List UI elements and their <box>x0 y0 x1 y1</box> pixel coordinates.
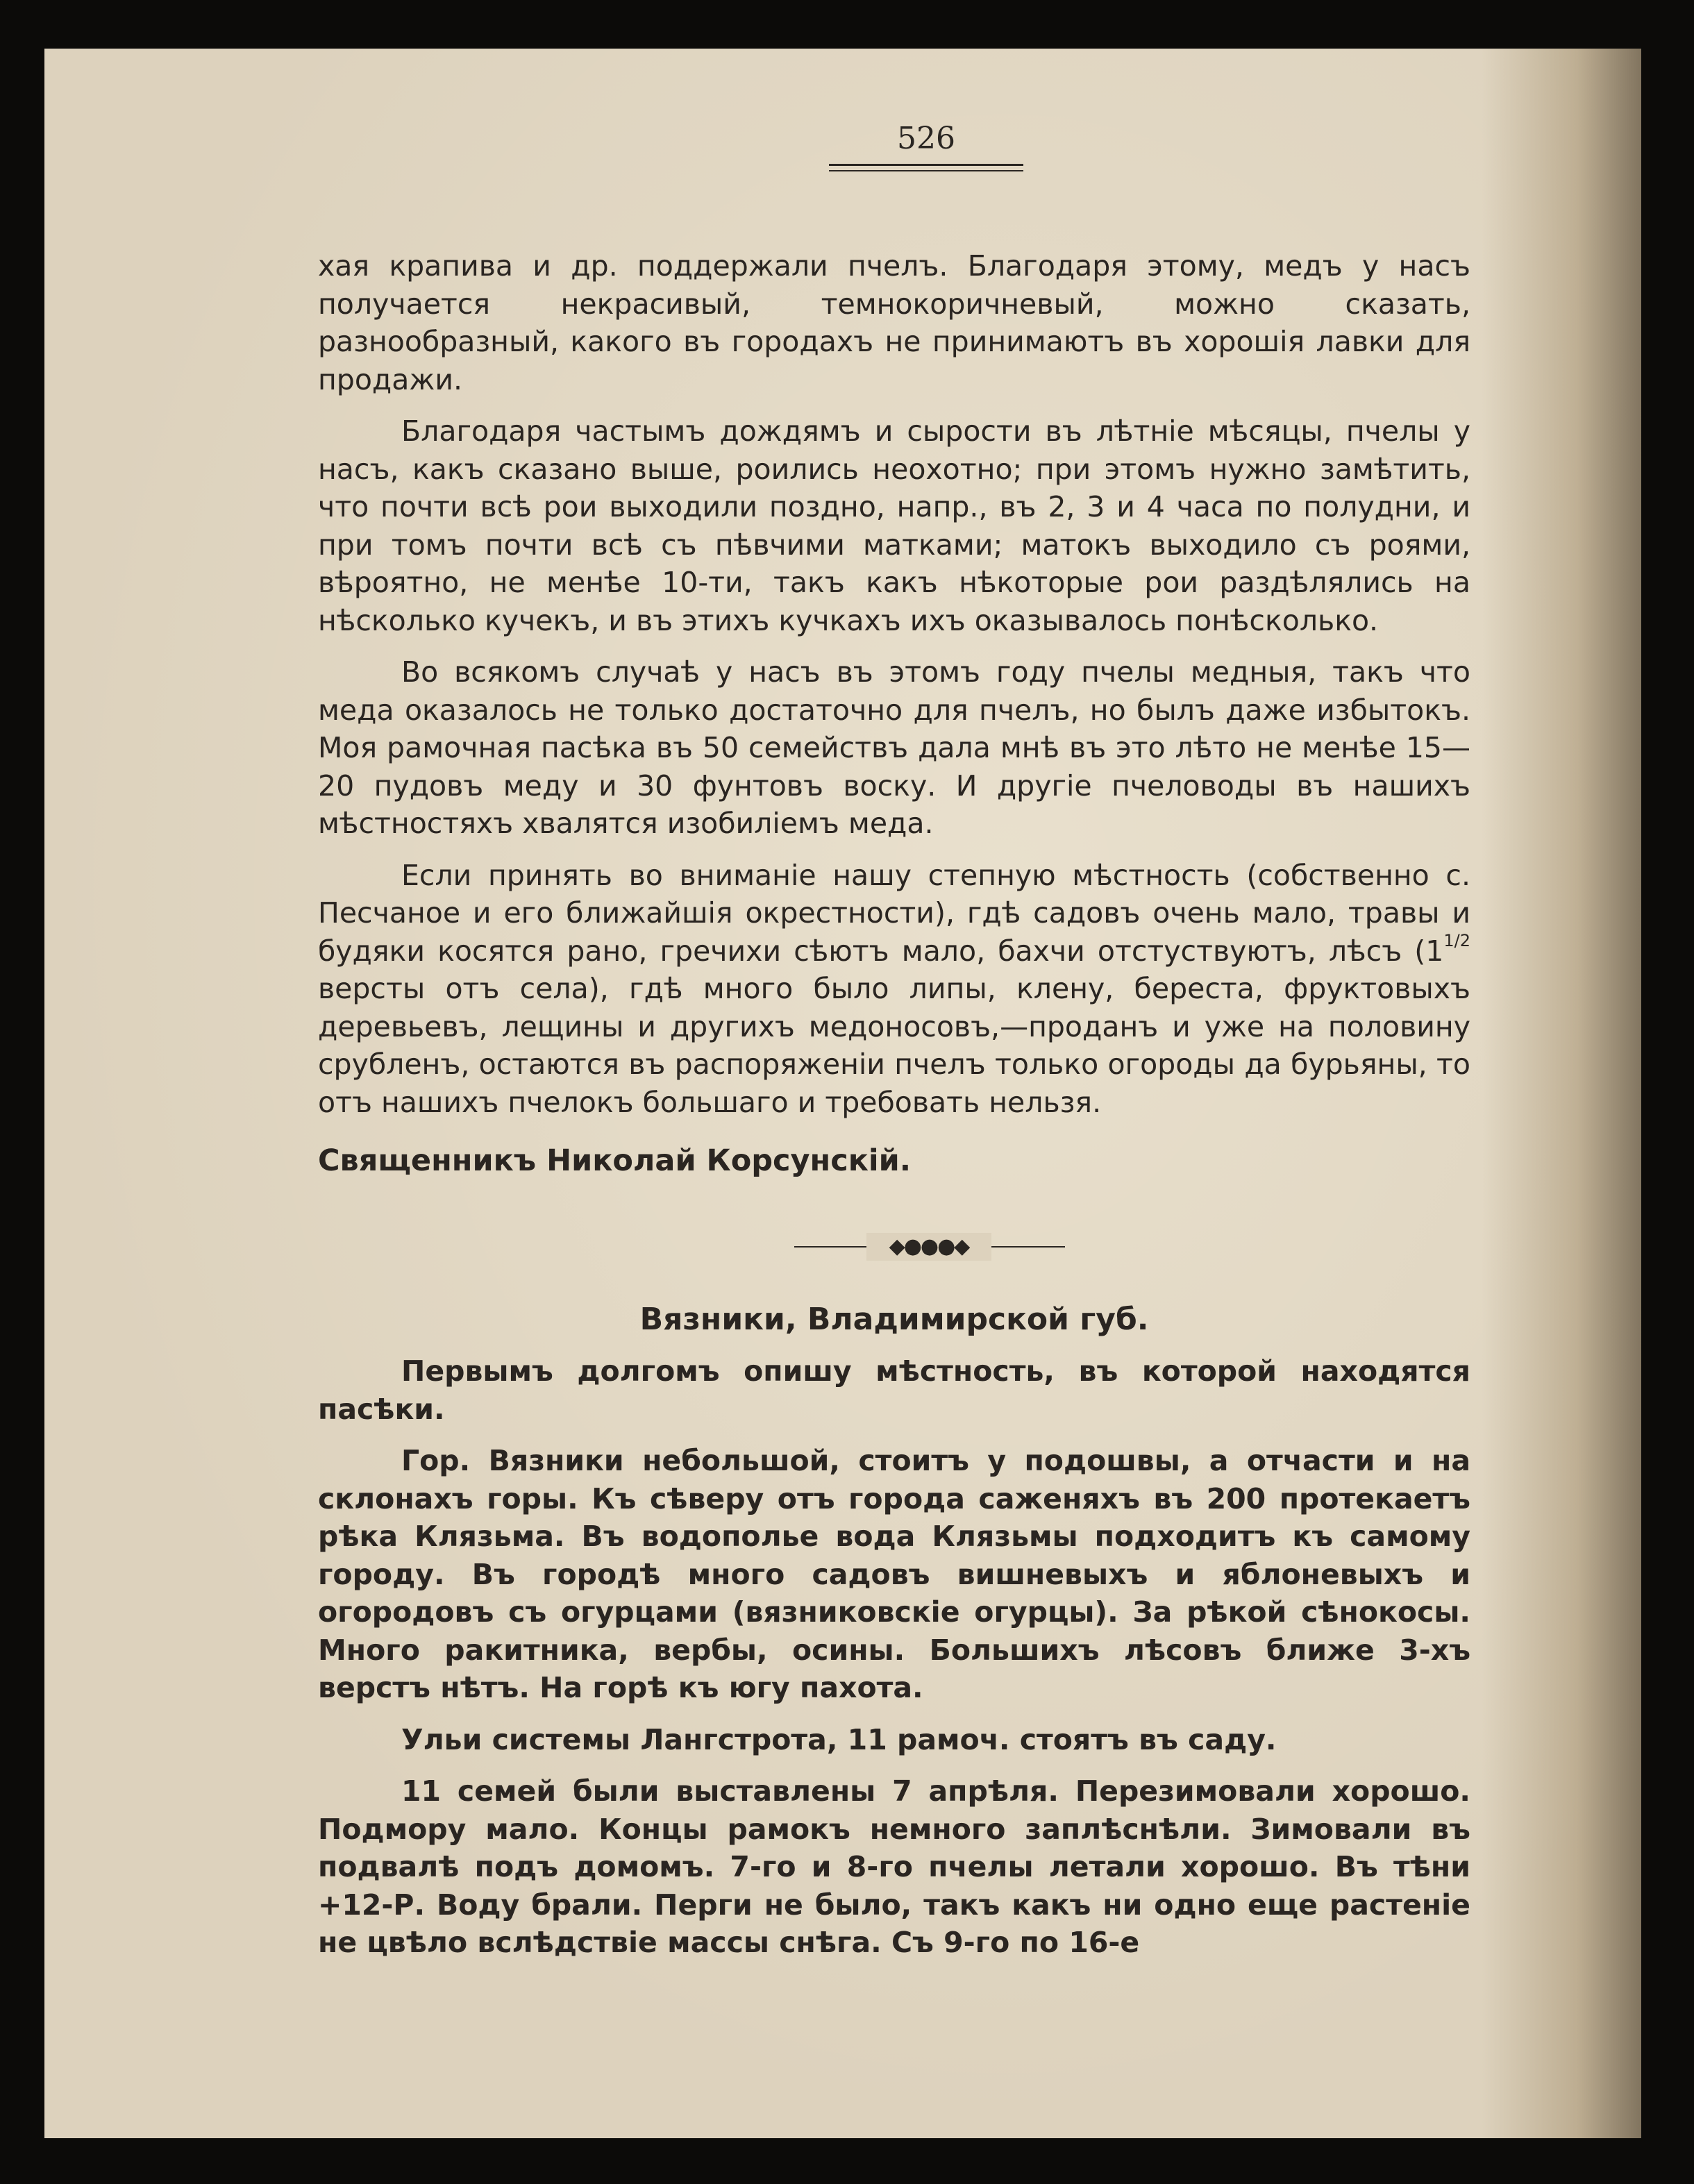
paragraph-3: Во всякомъ случаѣ у насъ въ этомъ году пчелы медныя, такъ что меда оказалось не только достаточно для пчелъ, но былъ даже избытокъ. Моя рамочная пасѣка въ 50 семействъ дала мнѣ въ это лѣто не менѣе 15—20 пудовъ меду и 30 фунтовъ воску. И другіе пчеловоды въ нашихъ мѣстностяхъ хвалятся изобиліемъ меда. <box>318 655 1470 840</box>
paragraph-5: Первымъ долгомъ опишу мѣстность, въ которой находятся пасѣки. <box>318 1354 1470 1426</box>
paragraph-1: хая крапива и др. поддержали пчелъ. Благодаря этому, медъ у насъ получается некрасивый, темнокоричневый, можно сказать, разнообразный, какого въ городахъ не принимаютъ въ хорошія лавки для продажи. <box>318 249 1470 396</box>
paragraph-2: Благодаря частымъ дождямъ и сырости въ лѣтніе мѣсяцы, пчелы у насъ, какъ сказано выше, роились неохотно; при этомъ нужно замѣтить, что почти всѣ рои выходили поздно, напр., въ 2, 3 и 4 часа по полудни, и при томъ почти всѣ съ пѣвчими матками; матокъ выходило съ роями, вѣроятно, не менѣе 10-ти, такъ какъ нѣкоторые рои раздѣлялись на нѣсколько кучекъ, и въ этихъ кучкахъ ихъ оказывалось понѣсколько. <box>318 414 1470 637</box>
header-double-rule <box>829 164 1023 171</box>
section-title: Вязники, Владимирской губ. <box>639 1301 1149 1337</box>
paragraph-6: Гор. Вязники небольшой, стоитъ у подошвы, а отчасти и на склонахъ горы. Къ сѣверу отъ города саженяхъ въ 200 протекаетъ рѣка Клязьма. Въ водополье вода Клязьмы подходитъ къ самому городу. Въ городѣ много садовъ вишневыхъ и яблоневыхъ и огородовъ съ огурцами (вязниковскіе огурцы). За рѣкой сѣнокосы. Много ракитника, вербы, осины. Большихъ лѣсовъ ближе 3-хъ верстъ нѣтъ. На горѣ къ югу пахота. <box>318 1444 1470 1704</box>
paragraph-8: 11 семей были выставлены 7 апрѣля. Перезимовали хорошо. Подмору мало. Концы рамокъ немного заплѣснѣли. Зимовали въ подвалѣ подъ домомъ. 7-го и 8-го пчелы летали хорошо. Въ тѣни +12-Р. Воду брали. Перги не было, такъ какъ ни одно еще растеніе не цвѣло вслѣдствіе массы снѣга. Съ 9-го по 16-е <box>318 1774 1470 1959</box>
section-divider <box>318 1233 1470 1261</box>
fraction-one-half: 1/2 <box>1443 930 1470 950</box>
divider-ornament: ◆●●●◆ <box>866 1233 991 1261</box>
book-page <box>44 49 1641 2138</box>
paragraph-4 <box>318 857 1470 1122</box>
paragraph-4-start: Если принять во вниманіе нашу степную мѣстность (собственно с. Песчаное и его ближайшія окрестности), гдѣ садовъ очень мало, травы и будяки косятся рано, гречихи сѣютъ мало, бахчи отстуствуютъ, лѣсъ (1 <box>318 858 1470 968</box>
paragraph-7: Ульи системы Лангстрота, 11 рамоч. стоятъ въ саду. <box>401 1722 1277 1756</box>
article-text <box>318 247 1470 1976</box>
page-spine-shadow <box>1482 49 1641 2138</box>
author-signature: Священникъ Николай Корсунскій. <box>318 1143 912 1178</box>
paragraph-4-end: версты отъ села), гдѣ много было липы, клену, береста, фруктовыхъ деревьевъ, лещины и другихъ медоносовъ,—проданъ и уже на половину срубленъ, остаются въ распоряженіи пчелъ только огороды да бурьяны, то отъ нашихъ пчелокъ большаго и требовать нельзя. <box>318 972 1470 1119</box>
page-number: 526 <box>897 121 955 156</box>
